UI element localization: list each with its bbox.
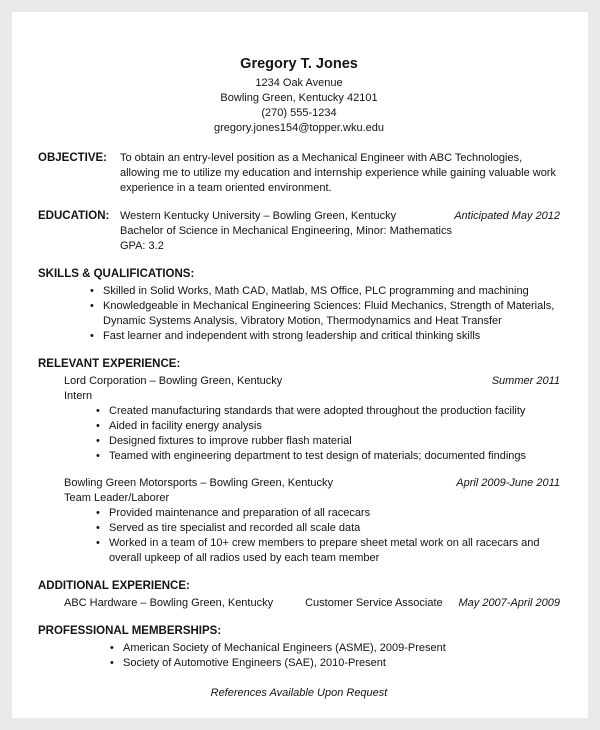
job-bullet: • Worked in a team of 10+ crew members to prepare sheet metal work on all racecars and overall upkeep of all radios used by each team member xyxy=(94,536,560,566)
job-bullet: • Aided in facility energy analysis xyxy=(94,419,560,434)
skills-list xyxy=(88,284,560,344)
company-name: Lord Corporation – Bowling Green, Kentucky xyxy=(64,375,283,387)
skill-item: • Knowledgeable in Mechanical Engineering Sciences: Fluid Mechanics, Strength of Materials, Dynamic Systems Analysis, Vibratory Motion, Thermodynamics and Heat Transfer xyxy=(88,299,560,329)
membership-item: • Society of Automotive Engineers (SAE), 2010-Present xyxy=(108,656,560,671)
relevant-experience-label: RELEVANT EXPERIENCE: xyxy=(38,358,181,370)
additional-experience-row xyxy=(64,596,560,611)
education-date: Anticipated May 2012 xyxy=(454,210,560,222)
job-bullet: • Served as tire specialist and recorded all scale data xyxy=(94,521,560,536)
education-content xyxy=(120,209,560,254)
job-entry xyxy=(64,374,560,464)
job-bullet-list xyxy=(94,404,560,464)
skills-label: SKILLS & QUALIFICATIONS: xyxy=(38,268,195,280)
gpa-line: GPA: 3.2 xyxy=(120,240,164,252)
job-bullet: • Provided maintenance and preparation of all racecars xyxy=(94,506,560,521)
job-entry xyxy=(64,476,560,566)
education-school-row xyxy=(120,209,560,224)
education-label: EDUCATION: xyxy=(38,210,110,222)
email-line: gregory.jones154@topper.wku.edu xyxy=(214,122,384,134)
job-bullet: • Teamed with engineering department to test design of materials; documented findings xyxy=(94,449,560,464)
relevant-experience-section xyxy=(38,357,560,566)
objective-label: OBJECTIVE: xyxy=(38,152,108,164)
job-date: Summer 2011 xyxy=(491,375,560,387)
degree-line: Bachelor of Science in Mechanical Engineering, Minor: Mathematics xyxy=(120,225,452,237)
job-date: May 2007-April 2009 xyxy=(458,597,560,609)
education-section xyxy=(38,209,560,254)
resume-header xyxy=(38,56,560,136)
job-title: Intern xyxy=(64,390,93,402)
memberships-list xyxy=(108,641,560,671)
job-bullet: • Designed fixtures to improve rubber flash material xyxy=(94,434,560,449)
memberships-label: PROFESSIONAL MEMBERSHIPS: xyxy=(38,625,222,637)
job-date: April 2009-June 2011 xyxy=(456,477,560,489)
school-name: Western Kentucky University – Bowling Green, Kentucky xyxy=(120,210,397,222)
phone-line: (270) 555-1234 xyxy=(261,107,337,119)
address-line: 1234 Oak Avenue xyxy=(255,77,343,89)
job-title: Team Leader/Laborer xyxy=(64,492,170,504)
skill-item: • Fast learner and independent with strong leadership and critical thinking skills xyxy=(88,329,560,344)
job-header-row xyxy=(64,476,560,491)
company-name: ABC Hardware – Bowling Green, Kentucky xyxy=(64,597,274,609)
memberships-section xyxy=(38,624,560,671)
person-name: Gregory T. Jones xyxy=(240,56,358,72)
objective-text: To obtain an entry-level position as a Mechanical Engineer with ABC Technologies, allowing me to utilize my education and internship experience while gaining valuable work experience in a team oriented environment. xyxy=(120,152,556,194)
references-note: References Available Upon Request xyxy=(210,687,388,699)
objective-section xyxy=(38,151,560,196)
company-name: Bowling Green Motorsports – Bowling Green, Kentucky xyxy=(64,477,334,489)
job-title: Customer Service Associate xyxy=(305,597,443,609)
job-header-row xyxy=(64,374,560,389)
additional-experience-section xyxy=(38,579,560,611)
resume-page xyxy=(12,12,588,718)
additional-experience-label: ADDITIONAL EXPERIENCE: xyxy=(38,580,190,592)
skill-item: • Skilled in Solid Works, Math CAD, Matlab, MS Office, PLC programming and machining xyxy=(88,284,560,299)
job-bullet-list xyxy=(94,506,560,566)
job-bullet: • Created manufacturing standards that were adopted throughout the production facility xyxy=(94,404,560,419)
skills-section xyxy=(38,267,560,344)
city-line: Bowling Green, Kentucky 42101 xyxy=(220,92,378,104)
membership-item: • American Society of Mechanical Engineers (ASME), 2009-Present xyxy=(108,641,560,656)
